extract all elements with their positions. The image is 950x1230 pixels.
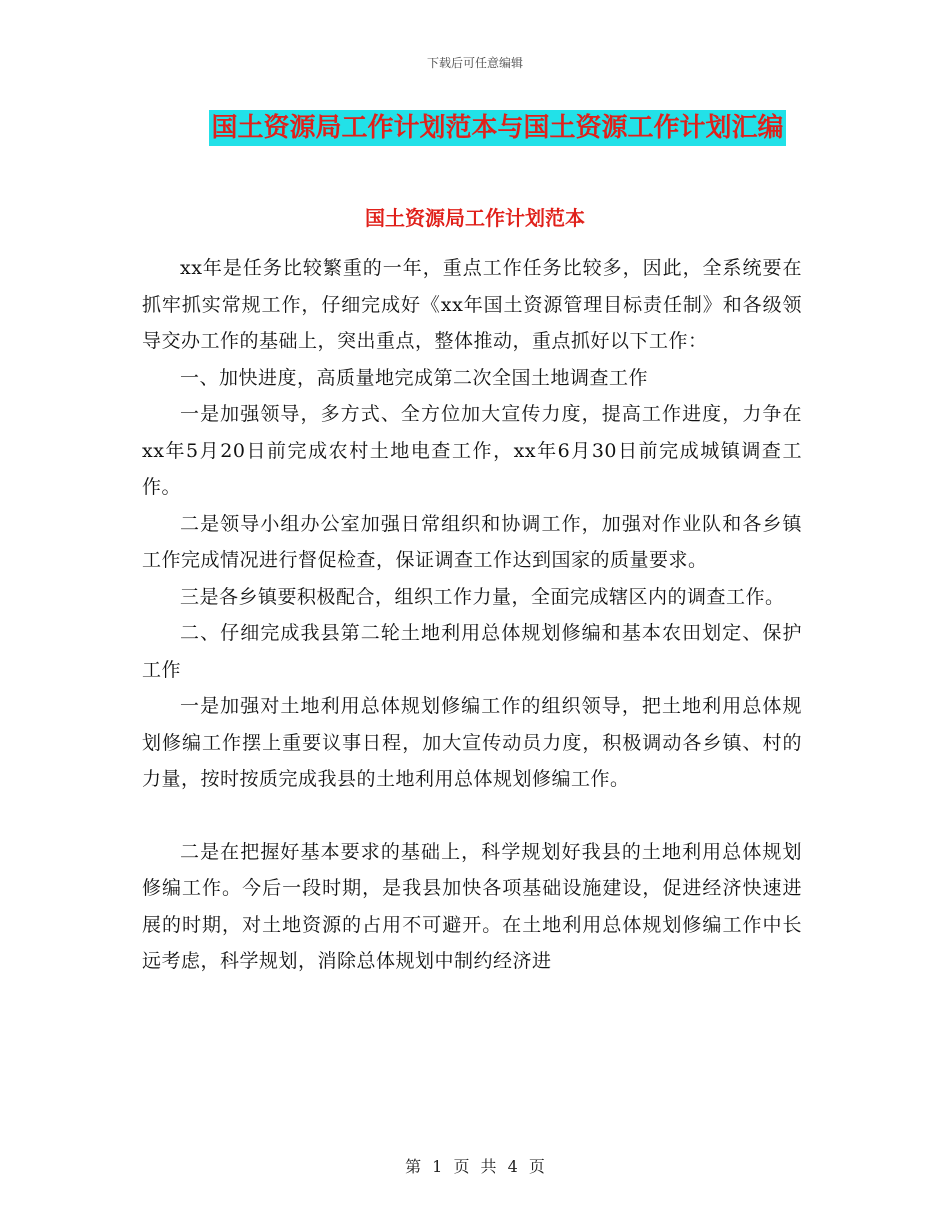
page-number: 第 1 页 共 4 页 [405, 1157, 545, 1176]
paragraph-item: 一是加强对土地利用总体规划修编工作的组织领导，把土地利用总体规划修编工作摆上重要议事日程，加大宣传动员力度，积极调动各乡镇、村的力量，按时按质完成我县的土地利用总体规划修编工作。 [142, 695, 802, 790]
paragraph-heading-1: 一、加快进度，高质量地完成第二次全国土地调查工作 [180, 366, 649, 389]
paragraph-item: 三是各乡镇要积极配合，组织工作力量，全面完成辖区内的调查工作。 [180, 585, 785, 608]
paragraph-heading-2: 二、仔细完成我县第二轮土地利用总体规划修编和基本农田划定、保护工作 [142, 622, 802, 681]
paragraph-item: 二是领导小组办公室加强日常组织和协调工作，加强对作业队和各乡镇工作完成情况进行督促检查，保证调查工作达到国家的质量要求。 [142, 512, 802, 571]
header-note: 下载后可任意编辑 [426, 56, 523, 70]
paragraph-item: 一是加强领导，多方式、全方位加大宣传力度，提高工作进度，力争在xx年5月20日前完成农村土地电查工作，xx年6月30日前完成城镇调查工作。 [142, 403, 802, 498]
paragraph-item: 二是在把握好基本要求的基础上，科学规划好我县的土地利用总体规划修编工作。今后一段时期，是我县加快各项基础设施建设，促进经济快速进展的时期，对土地资源的占用不可避开。在土地利用总体规划修编工作中长远考虑，科学规划，消除总体规划中制约经济进 [142, 840, 802, 972]
document-body [142, 250, 802, 980]
paragraph-intro: xx年是任务比较繁重的一年，重点工作任务比较多，因此，全系统要在抓牢抓实常规工作，仔细完成好《xx年国土资源管理目标责任制》和各级领导交办工作的基础上，突出重点，整体推动，重点抓好以下工作： [142, 257, 802, 352]
main-title-container [0, 110, 950, 146]
section-title: 国土资源局工作计划范本 [365, 206, 585, 230]
main-title: 国土资源局工作计划范本与国土资源工作计划汇编 [209, 110, 785, 146]
